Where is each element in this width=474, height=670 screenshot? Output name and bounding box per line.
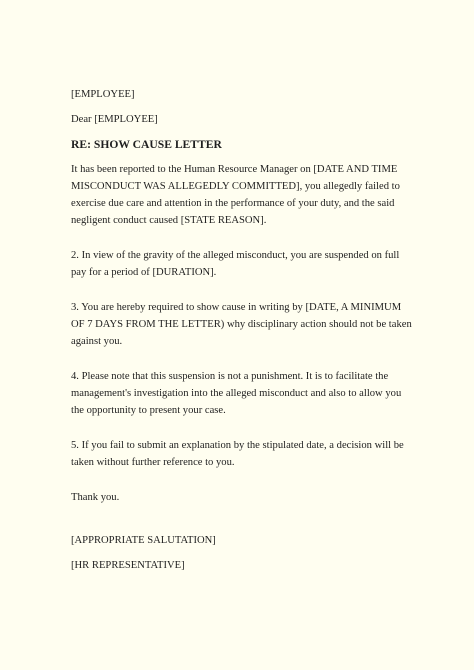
paragraph-2 [71,247,416,281]
paragraph-line: MISCONDUCT WAS ALLEGEDLY COMMITTED], you allegedly failed to [71,181,400,192]
paragraph-line: the opportunity to present your case. [71,405,226,416]
letter-body [71,86,416,574]
paragraph-line: 4. Please note that this suspension is not a punishment. It is to facilitate the [71,371,389,382]
closing-salutation: [APPROPRIATE SALUTATION] [71,535,216,546]
paragraph-line: against you. [71,336,123,347]
salutation: Dear [EMPLOYEE] [71,114,158,125]
subject-heading: RE: SHOW CAUSE LETTER [71,138,222,151]
paragraph-4 [71,368,416,419]
paragraph-line: 2. In view of the gravity of the alleged misconduct, you are suspended on full [71,250,400,261]
paragraph-1 [71,161,416,229]
paragraph-line: exercise due care and attention in the performance of your duty, and the said [71,198,395,209]
paragraph-line: It has been reported to the Human Resource Manager on [DATE AND TIME [71,164,398,175]
signatory: [HR REPRESENTATIVE] [71,560,185,571]
paragraph-line: 5. If you fail to submit an explanation by the stipulated date, a decision will be [71,440,404,451]
paragraph-line: taken without further reference to you. [71,457,235,468]
paragraph-line: 3. You are hereby required to show cause in writing by [DATE, A MINIMUM [71,302,402,313]
paragraph-line: management's investigation into the alleged misconduct and also to allow you [71,388,402,399]
paragraph-line: pay for a period of [DURATION]. [71,267,217,278]
paragraph-3 [71,299,416,350]
paragraph-line: OF 7 DAYS FROM THE LETTER) why disciplinary action should not be taken [71,319,412,330]
paragraph-line: negligent conduct caused [STATE REASON]. [71,215,267,226]
thanks-line: Thank you. [71,492,120,503]
paragraph-5 [71,437,416,471]
addressee: [EMPLOYEE] [71,89,135,100]
